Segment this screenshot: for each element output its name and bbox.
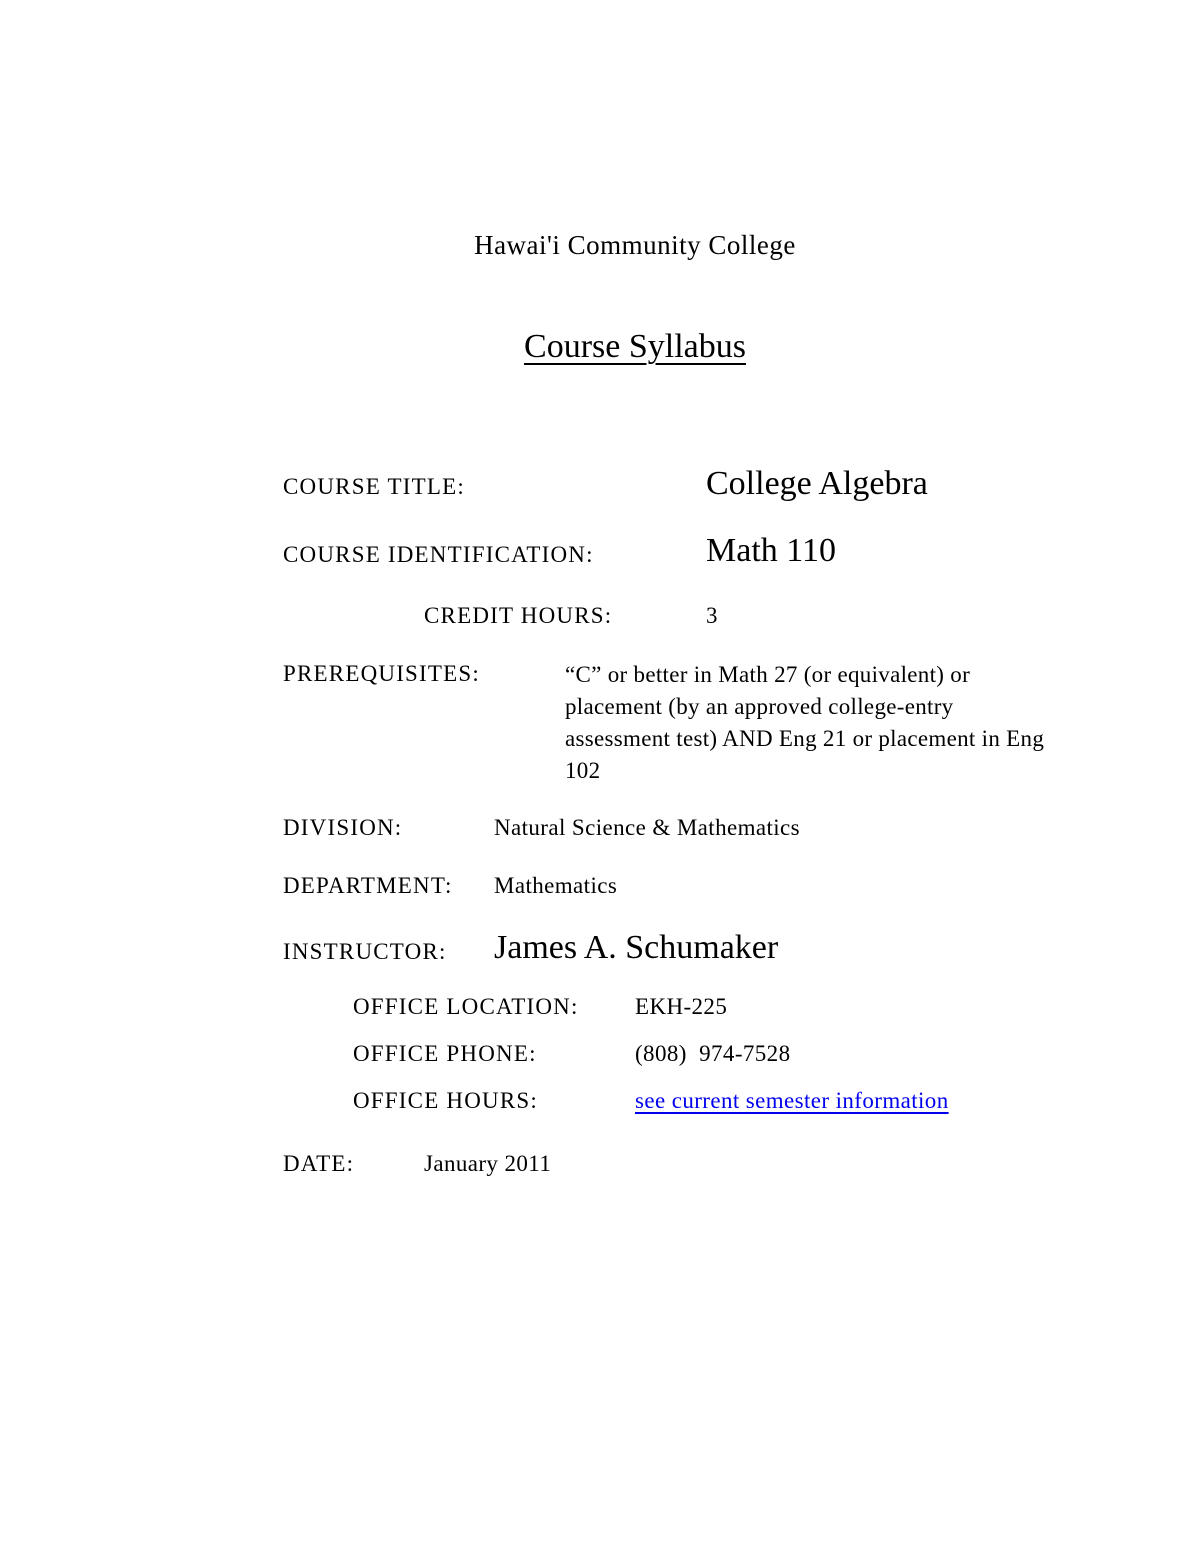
document-title [0, 328, 1200, 366]
office-location-label: OFFICE LOCATION: [353, 994, 579, 1019]
course-title-value: College Algebra [706, 465, 928, 502]
department-value: Mathematics [494, 873, 618, 898]
department-label: DEPARTMENT: [283, 873, 453, 898]
instructor-name: James A. Schumaker [494, 929, 779, 966]
date-value: January 2011 [424, 1151, 552, 1176]
division-value: Natural Science & Mathematics [494, 815, 801, 840]
prerequisites-label: PREREQUISITES: [283, 661, 480, 686]
college-name: Hawai'i Community College [474, 230, 796, 260]
office-hours-label: OFFICE HOURS: [353, 1088, 538, 1113]
credit-hours-value: 3 [706, 603, 718, 628]
division-label: DIVISION: [283, 815, 403, 840]
credit-hours-label: CREDIT HOURS: [424, 603, 613, 628]
document-title-text: Course Syllabus [524, 328, 746, 365]
office-location-value: EKH-225 [635, 994, 728, 1019]
course-id-value: Math 110 [706, 532, 837, 569]
course-id-label: COURSE IDENTIFICATION: [283, 542, 594, 567]
office-phone-value: (808) 974-7528 [635, 1041, 791, 1066]
instructor-label: INSTRUCTOR: [283, 939, 447, 964]
course-title-label: COURSE TITLE: [283, 474, 465, 499]
office-phone-label: OFFICE PHONE: [353, 1041, 537, 1066]
office-hours-link[interactable]: see current semester information [635, 1088, 949, 1113]
date-label: DATE: [283, 1151, 355, 1176]
prerequisites-value: “C” or better in Math 27 (or equivalent) or placement (by an approved college-entry assessment test) AND Eng 21 or placement in Eng 102 [565, 662, 1045, 783]
